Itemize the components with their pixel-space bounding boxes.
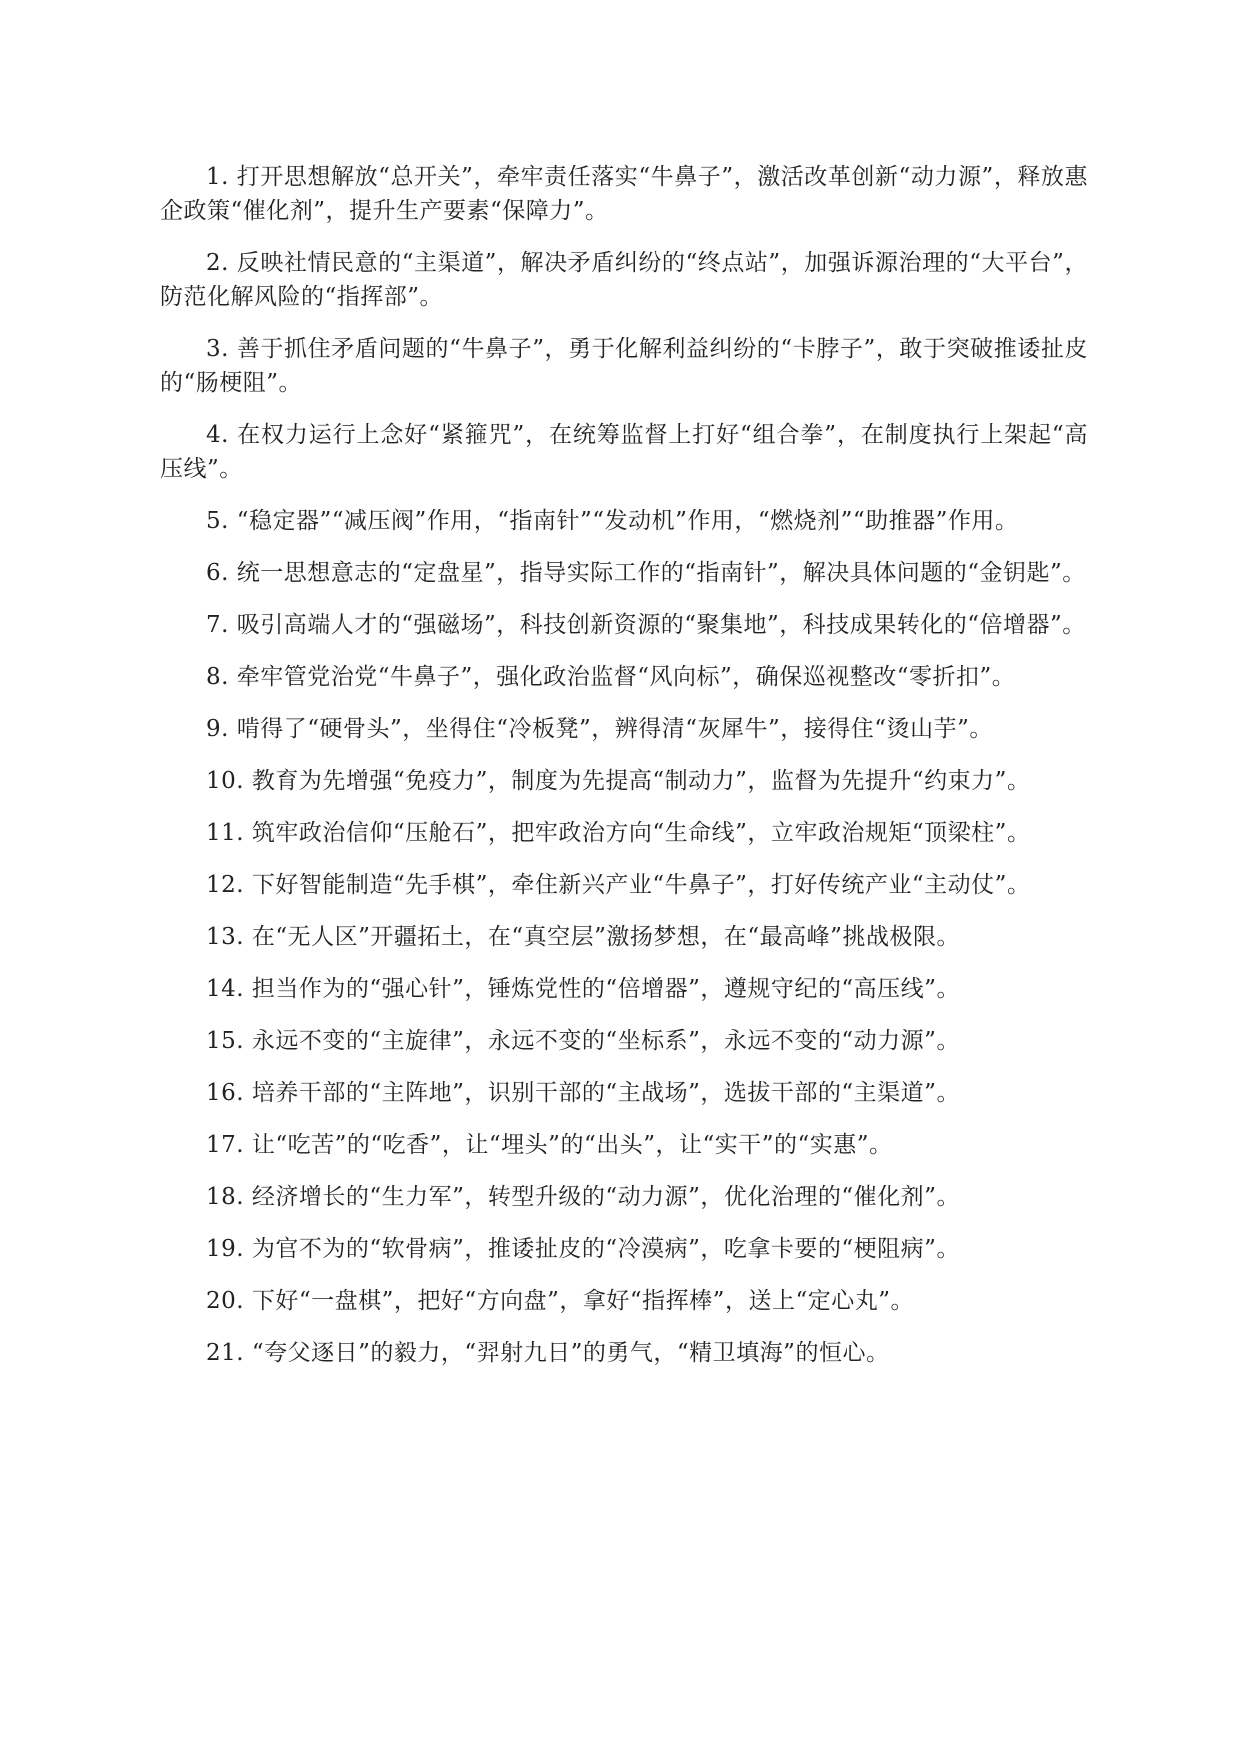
list-item: 10. 教育为先增强“免疫力”，制度为先提高“制动力”，监督为先提升“约束力”。 <box>206 768 1031 794</box>
list-item: 11. 筑牢政治信仰“压舱石”，把牢政治方向“生命线”，立牢政治规矩“顶梁柱”。 <box>206 820 1031 846</box>
list-item: 1. 打开思想解放“总开关”，牵牢责任落实“牛鼻子”，激活改革创新“动力源”，释放惠企政策“催化剂”，提升生产要素“保障力”。 <box>160 164 1088 224</box>
list-item: 7. 吸引高端人才的“强磁场”，科技创新资源的“聚集地”，科技成果转化的“倍增器”。 <box>206 612 1086 638</box>
list-item: 21. “夸父逐日”的毅力，“羿射九日”的勇气，“精卫填海”的恒心。 <box>206 1340 890 1366</box>
document-body <box>160 160 1088 1388</box>
list-item: 5. “稳定器”“减压阀”作用，“指南针”“发动机”作用，“燃烧剂”“助推器”作用。 <box>206 508 1019 534</box>
list-item: 6. 统一思想意志的“定盘星”，指导实际工作的“指南针”，解决具体问题的“金钥匙”。 <box>206 560 1086 586</box>
list-item: 2. 反映社情民意的“主渠道”，解决矛盾纠纷的“终点站”，加强诉源治理的“大平台”，防范化解风险的“指挥部”。 <box>160 250 1088 310</box>
list-item: 18. 经济增长的“生力军”，转型升级的“动力源”，优化治理的“催化剂”。 <box>206 1184 960 1210</box>
list-item: 12. 下好智能制造“先手棋”，牵住新兴产业“牛鼻子”，打好传统产业“主动仗”。 <box>206 872 1031 898</box>
list-item: 8. 牵牢管党治党“牛鼻子”，强化政治监督“风向标”，确保巡视整改“零折扣”。 <box>206 664 1016 690</box>
list-item: 3. 善于抓住矛盾问题的“牛鼻子”，勇于化解利益纠纷的“卡脖子”，敢于突破推诿扯皮的“肠梗阻”。 <box>160 336 1088 396</box>
list-item: 20. 下好“一盘棋”，把好“方向盘”，拿好“指挥棒”，送上“定心丸”。 <box>206 1288 914 1314</box>
list-item: 4. 在权力运行上念好“紧箍咒”，在统筹监督上打好“组合拳”，在制度执行上架起“高压线”。 <box>160 422 1088 482</box>
list-item: 14. 担当作为的“强心针”，锤炼党性的“倍增器”，遵规守纪的“高压线”。 <box>206 976 960 1002</box>
list-item: 16. 培养干部的“主阵地”，识别干部的“主战场”，选拔干部的“主渠道”。 <box>206 1080 960 1106</box>
list-item: 19. 为官不为的“软骨病”，推诿扯皮的“冷漠病”，吃拿卡要的“梗阻病”。 <box>206 1236 960 1262</box>
list-item: 15. 永远不变的“主旋律”，永远不变的“坐标系”，永远不变的“动力源”。 <box>206 1028 960 1054</box>
list-item: 17. 让“吃苦”的“吃香”，让“埋头”的“出头”，让“实干”的“实惠”。 <box>206 1132 893 1158</box>
list-item: 13. 在“无人区”开疆拓土，在“真空层”激扬梦想，在“最高峰”挑战极限。 <box>206 924 960 950</box>
list-item: 9. 啃得了“硬骨头”，坐得住“冷板凳”，辨得清“灰犀牛”，接得住“烫山芋”。 <box>206 716 993 742</box>
